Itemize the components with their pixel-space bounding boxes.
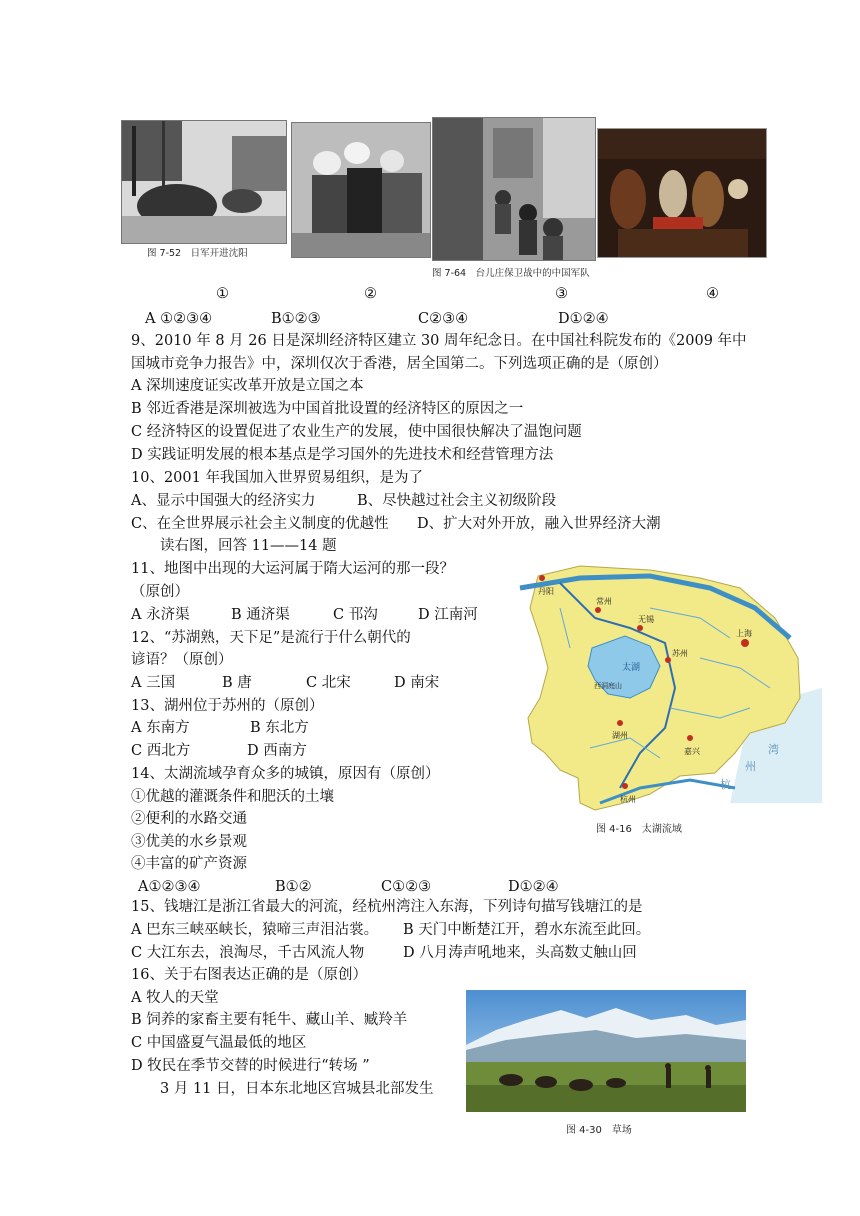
q12-option-c: C 北宋 [306, 675, 351, 691]
map-label-jiaxing: 嘉兴 [684, 747, 700, 756]
map-label-huzhou: 湖州 [612, 731, 628, 740]
label-4: ④ [706, 286, 719, 302]
photo-street-battle-art [433, 118, 595, 260]
photo-soldiers-art [292, 123, 430, 257]
photo-soldiers [291, 122, 431, 258]
q14-option-c: C①②③ [381, 879, 432, 895]
label-1: ① [216, 286, 229, 302]
q14-item-1: ①优越的灌溉条件和肥沃的土壤 [131, 789, 334, 805]
q14-option-d: D①②④ [508, 879, 559, 895]
q15-option-c: C 大江东去，浪淘尽，千古风流人物 [131, 945, 365, 961]
map-label-wuxi: 无锡 [638, 615, 654, 624]
q16-stem: 16、关于右图表达正确的是（原创） [131, 967, 367, 983]
q8-option-a: A ①②③④ [145, 311, 213, 327]
q16-option-b: B 饲养的家畜主要有牦牛、藏山羊、臧羚羊 [131, 1012, 408, 1028]
q9-option-d: D 实践证明发展的根本基点是学习国外的先进技术和经营管理方法 [131, 447, 554, 463]
q11-option-d: D 江南河 [418, 607, 478, 623]
fig4-caption: 图 7-64 台儿庄保卫战中的中国军队 [432, 268, 590, 279]
q11-option-b: B 通济渠 [231, 607, 290, 623]
q15-option-b: B 天门中断楚江开，碧水东流至此回。 [403, 922, 651, 938]
q15-option-a: A 巴东三峡巫峡长，猿啼三声泪沾裳。 [131, 922, 379, 938]
q12-option-b: B 唐 [222, 675, 252, 691]
q13-stem: 13、湖州位于苏州的（原创） [131, 698, 324, 714]
q8-option-c: C②③④ [418, 311, 469, 327]
q10-option-a: A、显示中国强大的经济实力 [131, 493, 316, 509]
photo-grassland [466, 990, 746, 1112]
q14-option-a: A①②③④ [138, 879, 201, 895]
photo-grassland-art [466, 990, 746, 1112]
map-label-xidongtingshan: 西洞庭山 [594, 682, 622, 690]
q8-option-d: D①②④ [558, 311, 609, 327]
q16-option-c: C 中国盛夏气温最低的地区 [131, 1035, 307, 1051]
q12-stem-1: 12、“苏湖熟，天下足”是流行于什么朝代的 [131, 630, 411, 646]
label-2: ② [364, 286, 377, 302]
q9-stem-2: 国城市竞争力报告》中，深圳仅次于香港，居全国第二。下列选项正确的是（原创） [131, 356, 668, 372]
map-label-zhou: 州 [745, 760, 756, 773]
q9-option-a: A 深圳速度证实改革开放是立国之本 [131, 378, 364, 394]
q11-stem-1: 11、地图中出现的大运河属于隋大运河的那一段？ [131, 561, 454, 577]
fig1-caption: 图 7-52 日军开进沈阳 [147, 248, 248, 259]
q10-stem: 10、2001 年我国加入世界贸易组织，是为了 [131, 470, 423, 486]
map-label-changzhou: 常州 [596, 597, 612, 606]
q14-option-b: B①② [275, 879, 312, 895]
map-label-hangzhou: 杭州 [620, 795, 636, 804]
q12-stem-2: 谚语？（原创） [131, 652, 233, 668]
q13-option-c: C 西北方 [131, 743, 191, 759]
q15-stem: 15、钱塘江是浙江省最大的河流，经杭州湾注入东海，下列诗句描写钱塘江的是 [131, 899, 643, 915]
read-map-instruction: 读右图，回答 11——14 题 [160, 538, 337, 554]
map-label-wan: 湾 [768, 743, 779, 756]
q9-stem-1: 9、2010 年 8 月 26 日是深圳经济特区建立 30 周年纪念日。在中国社科院发布的《2009 年中 [131, 333, 747, 349]
q9-option-b: B 邻近香港是深圳被选为中国首批设置的经济特区的原因之一 [131, 401, 524, 417]
taihu-map [500, 548, 822, 838]
q13-option-b: B 东北方 [250, 720, 309, 736]
taihu-map-art [500, 548, 822, 838]
photo-painting [597, 128, 767, 258]
tail-line: 3 月 11 日，日本东北地区宫城县北部发生 [160, 1081, 434, 1097]
photo-shenyang [121, 120, 287, 244]
photo-painting-art [598, 129, 766, 257]
q14-item-3: ③优美的水乡景观 [131, 834, 247, 850]
q15-option-d: D 八月涛声吼地来，头高数丈触山回 [403, 945, 637, 961]
q11-option-c: C 邗沟 [333, 607, 378, 623]
map-label-suzhou: 苏州 [672, 649, 688, 658]
photo-street-battle [432, 117, 596, 261]
q8-option-b: B①②③ [271, 311, 321, 327]
q9-option-c: C 经济特区的设置促进了农业生产的发展，使中国很快解决了温饱问题 [131, 424, 582, 440]
q11-option-a: A 永济渠 [131, 607, 190, 623]
map-label-danyang: 丹阳 [538, 587, 554, 596]
map-label-taihu: 太湖 [622, 663, 641, 673]
q10-option-b: B、尽快越过社会主义初级阶段 [357, 493, 557, 509]
q14-item-4: ④丰富的矿产资源 [131, 856, 247, 872]
photo-shenyang-art [122, 121, 286, 243]
q10-option-d: D、扩大对外开放，融入世界经济大潮 [417, 516, 661, 532]
q12-option-a: A 三国 [131, 675, 176, 691]
q14-item-2: ②便利的水路交通 [131, 811, 247, 827]
q14-stem: 14、太湖流域孕育众多的城镇，原因有（原创） [131, 766, 440, 782]
q13-option-a: A 东南方 [131, 720, 190, 736]
q10-option-c: C、在全世界展示社会主义制度的优越性 [131, 516, 389, 532]
q16-option-d: D 牧民在季节交替的时候进行“转场 ” [131, 1058, 370, 1074]
map-caption: 图 4-16 太湖流域 [596, 824, 682, 835]
q11-stem-2: （原创） [131, 584, 189, 600]
q12-option-d: D 南宋 [394, 675, 440, 691]
grass-caption: 图 4-30 草场 [566, 1125, 632, 1136]
q13-option-d: D 西南方 [247, 743, 307, 759]
map-label-shanghai: 上海 [736, 629, 752, 638]
map-label-hang: 杭 [720, 778, 731, 791]
q16-option-a: A 牧人的天堂 [131, 990, 219, 1006]
label-3: ③ [555, 286, 568, 302]
